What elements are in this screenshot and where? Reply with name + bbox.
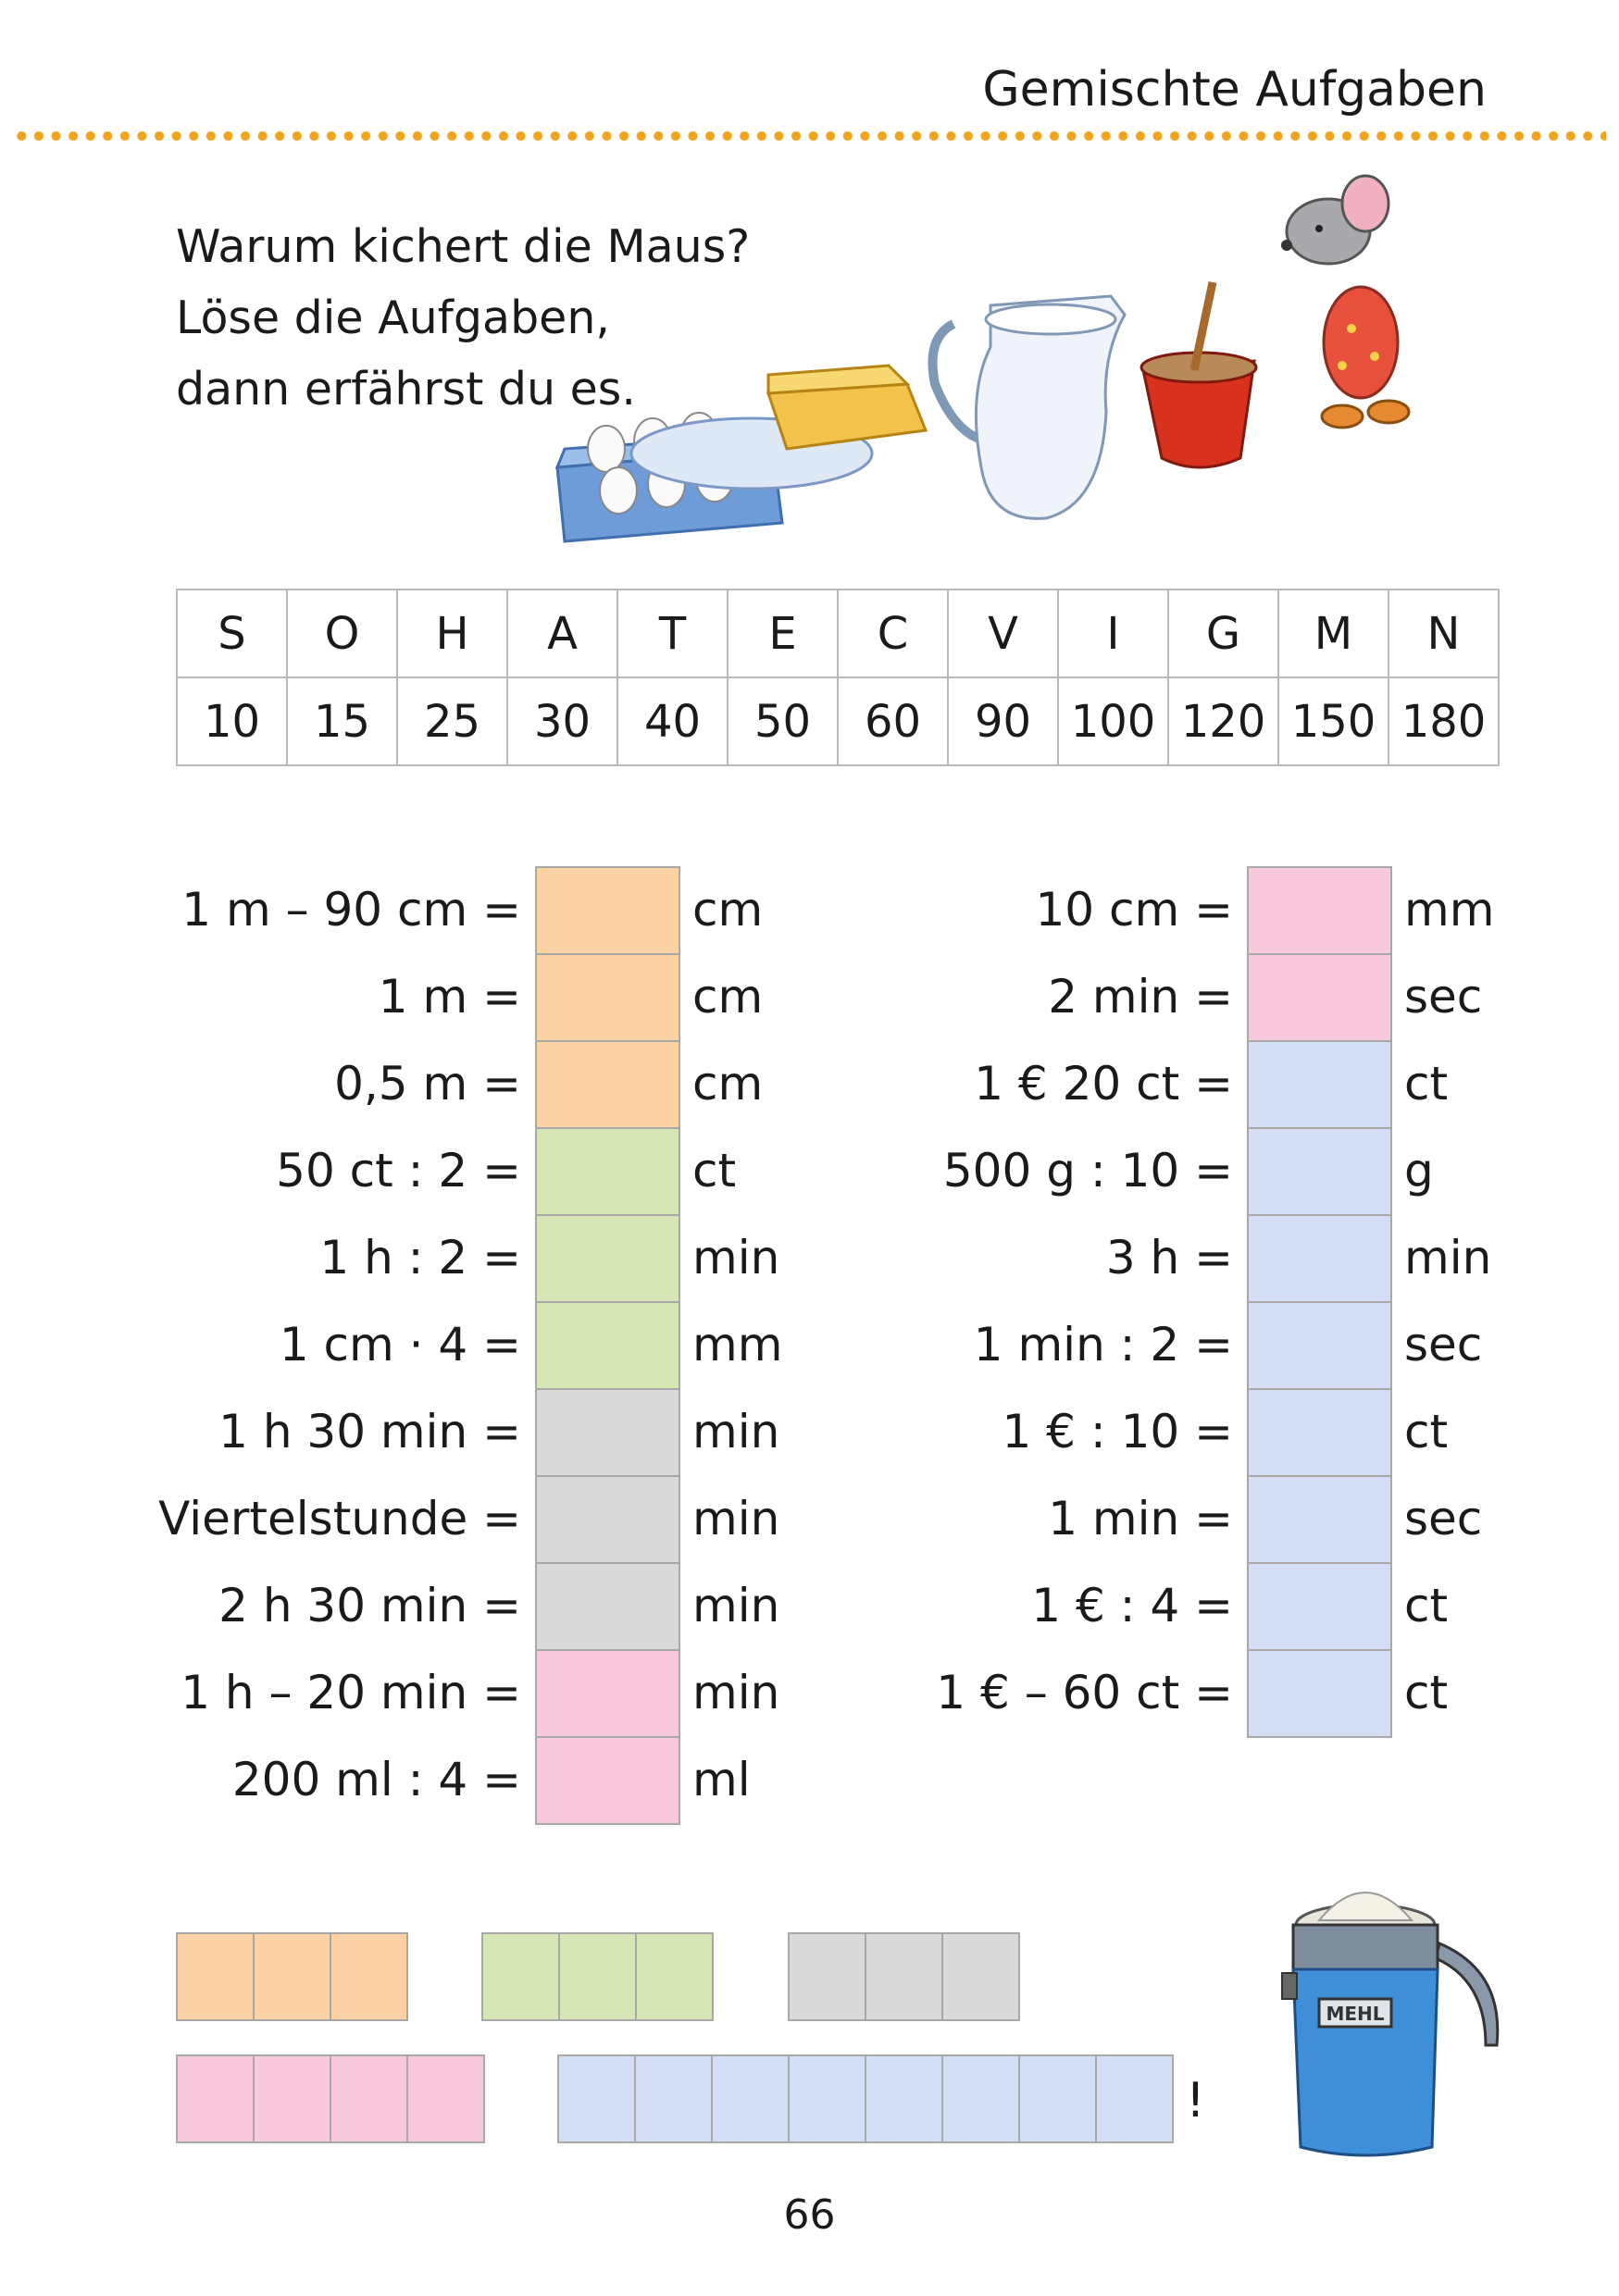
answer-box[interactable]	[535, 1475, 680, 1564]
jar-label: MEHL	[1326, 2003, 1385, 2025]
task-expression: 1 € : 10 =	[1002, 1405, 1233, 1458]
answer-box[interactable]	[535, 866, 680, 955]
task-unit: ct	[692, 1144, 737, 1198]
intro-line-3: dann erfährst du es.	[176, 363, 636, 416]
task-unit: g	[1404, 1144, 1434, 1198]
letter-box[interactable]	[330, 1932, 408, 2021]
task-expression: 1 min : 2 =	[973, 1318, 1233, 1371]
code-number: 40	[617, 677, 728, 765]
task-unit: min	[692, 1405, 780, 1458]
letter-box[interactable]	[865, 2054, 943, 2143]
letter-box[interactable]	[1018, 2054, 1097, 2143]
task-expression: 2 min =	[1048, 970, 1233, 1024]
code-letter: T	[617, 590, 728, 677]
code-letter: N	[1389, 590, 1499, 677]
mouse-icon	[1281, 176, 1409, 428]
intro-line-2: Löse die Aufgaben,	[176, 292, 610, 344]
task-unit: min	[692, 1492, 780, 1545]
code-number: 150	[1278, 677, 1389, 765]
page-header-title: Gemischte Aufgaben	[982, 62, 1487, 118]
code-letter: C	[838, 590, 948, 677]
page-number: 66	[783, 2191, 836, 2239]
task-unit: sec	[1404, 970, 1483, 1024]
kitchen-illustration	[546, 171, 1490, 560]
task-unit: mm	[692, 1318, 783, 1371]
task-unit: cm	[692, 883, 764, 937]
task-unit: min	[692, 1666, 780, 1719]
answer-box[interactable]	[1247, 1040, 1392, 1129]
letter-box[interactable]	[634, 2054, 713, 2143]
letter-box[interactable]	[865, 1932, 943, 2021]
task-expression: 200 ml : 4 =	[231, 1753, 521, 1806]
code-number: 15	[287, 677, 397, 765]
letter-box[interactable]	[635, 1932, 714, 2021]
answer-box[interactable]	[1247, 1127, 1392, 1216]
task-unit: min	[1404, 1231, 1492, 1285]
letter-box[interactable]	[253, 2054, 331, 2143]
task-expression: 2 h 30 min =	[218, 1579, 521, 1632]
task-expression: 500 g : 10 =	[942, 1144, 1233, 1198]
letter-box[interactable]	[330, 2054, 408, 2143]
task-expression: 1 m =	[378, 970, 521, 1024]
task-unit: ct	[1404, 1405, 1449, 1458]
code-letter: H	[397, 590, 507, 677]
task-expression: 1 min =	[1048, 1492, 1233, 1545]
mixing-bowl-icon	[1141, 282, 1256, 467]
dotted-divider	[13, 130, 1606, 142]
code-number: 120	[1168, 677, 1278, 765]
exclamation-mark: !	[1186, 2073, 1205, 2128]
letter-box[interactable]	[557, 2054, 636, 2143]
solution-word-grey	[788, 1932, 1018, 2021]
code-number: 30	[507, 677, 617, 765]
code-number: 100	[1058, 677, 1168, 765]
code-letter: O	[287, 590, 397, 677]
task-unit: mm	[1404, 883, 1495, 937]
answer-box[interactable]	[535, 1127, 680, 1216]
answer-box[interactable]	[535, 953, 680, 1042]
task-expression: 50 ct : 2 =	[276, 1144, 521, 1198]
task-expression: 1 cm · 4 =	[279, 1318, 521, 1371]
task-expression: 1 € 20 ct =	[974, 1057, 1233, 1111]
answer-box[interactable]	[1247, 1562, 1392, 1651]
letter-box[interactable]	[711, 2054, 790, 2143]
code-letter: M	[1278, 590, 1389, 677]
letter-box[interactable]	[176, 1932, 255, 2021]
task-unit: ct	[1404, 1057, 1449, 1111]
answer-box[interactable]	[535, 1388, 680, 1477]
letter-code-table	[176, 589, 1500, 766]
answer-box[interactable]	[535, 1301, 680, 1390]
task-expression: Viertelstunde =	[158, 1492, 521, 1545]
code-letter: G	[1168, 590, 1278, 677]
solution-word-pink	[176, 2054, 483, 2143]
letter-box[interactable]	[1095, 2054, 1174, 2143]
task-unit: min	[692, 1579, 780, 1632]
task-expression: 10 cm =	[1035, 883, 1233, 937]
task-unit: ml	[692, 1753, 751, 1806]
task-unit: ct	[1404, 1666, 1449, 1719]
answer-box[interactable]	[1247, 1214, 1392, 1303]
answer-box[interactable]	[1247, 1649, 1392, 1738]
task-unit: ct	[1404, 1579, 1449, 1632]
answer-box[interactable]	[1247, 1301, 1392, 1390]
code-number: 60	[838, 677, 948, 765]
letter-box[interactable]	[253, 1932, 331, 2021]
code-number: 10	[177, 677, 287, 765]
milk-jug-icon	[933, 296, 1126, 518]
answer-box[interactable]	[535, 1736, 680, 1825]
answer-box[interactable]	[535, 1214, 680, 1303]
task-unit: sec	[1404, 1318, 1483, 1371]
code-letter: V	[948, 590, 1058, 677]
task-expression: 1 € : 4 =	[1031, 1579, 1233, 1632]
code-letter: A	[507, 590, 617, 677]
letter-box[interactable]	[941, 1932, 1020, 2021]
code-number: 180	[1389, 677, 1499, 765]
butter-icon	[631, 366, 926, 489]
answer-box[interactable]	[535, 1040, 680, 1129]
letter-box[interactable]	[941, 2054, 1020, 2143]
solution-word-blue	[557, 2054, 1172, 2143]
answer-box[interactable]	[1247, 1475, 1392, 1564]
solution-word-orange	[176, 1932, 406, 2021]
solution-word-green	[481, 1932, 712, 2021]
code-number: 90	[948, 677, 1058, 765]
task-unit: cm	[692, 1057, 764, 1111]
task-expression: 1 m – 90 cm =	[181, 883, 521, 937]
code-letter: E	[728, 590, 838, 677]
answer-box[interactable]	[535, 1649, 680, 1738]
answer-box[interactable]	[1247, 953, 1392, 1042]
code-letter: S	[177, 590, 287, 677]
answer-box[interactable]	[1247, 1388, 1392, 1477]
flour-jar-icon	[1254, 1869, 1513, 2166]
code-letters-row	[177, 590, 1499, 677]
letter-box[interactable]	[176, 2054, 255, 2143]
task-expression: 0,5 m =	[334, 1057, 521, 1111]
letter-box[interactable]	[788, 2054, 866, 2143]
task-unit: sec	[1404, 1492, 1483, 1545]
code-numbers-row	[177, 677, 1499, 765]
answer-box[interactable]	[1247, 866, 1392, 955]
task-unit: cm	[692, 970, 764, 1024]
letter-box[interactable]	[558, 1932, 637, 2021]
task-unit: min	[692, 1231, 780, 1285]
code-letter: I	[1058, 590, 1168, 677]
task-expression: 1 h – 20 min =	[181, 1666, 521, 1719]
letter-box[interactable]	[406, 2054, 485, 2143]
intro-line-1: Warum kichert die Maus?	[176, 220, 751, 273]
code-number: 25	[397, 677, 507, 765]
code-number: 50	[728, 677, 838, 765]
task-expression: 1 € – 60 ct =	[936, 1666, 1233, 1719]
task-expression: 1 h : 2 =	[319, 1231, 521, 1285]
letter-box[interactable]	[481, 1932, 560, 2021]
answer-box[interactable]	[535, 1562, 680, 1651]
task-expression: 1 h 30 min =	[218, 1405, 521, 1458]
task-expression: 3 h =	[1105, 1231, 1233, 1285]
letter-box[interactable]	[788, 1932, 866, 2021]
